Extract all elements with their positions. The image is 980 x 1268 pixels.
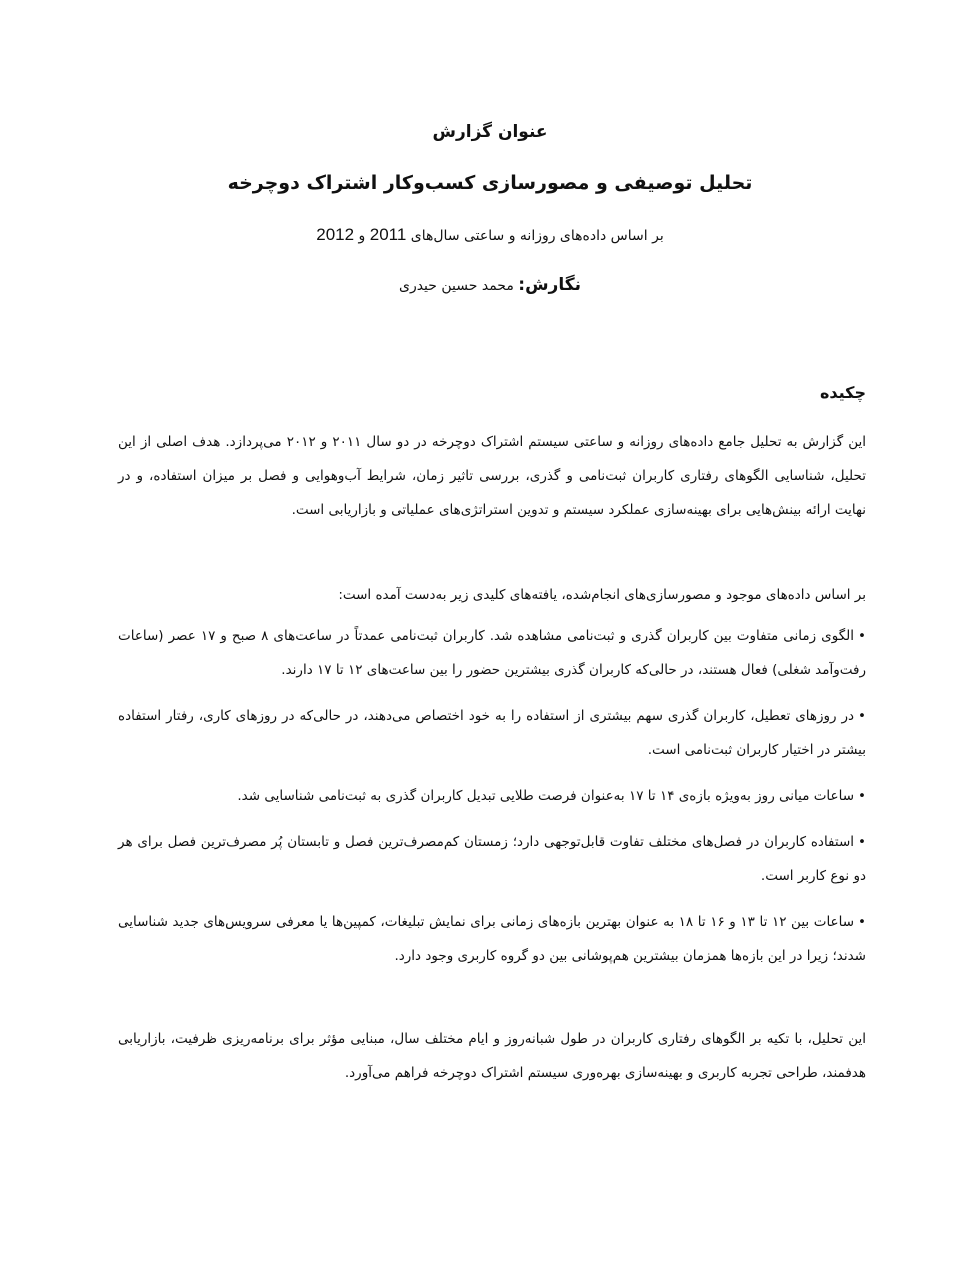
finding-text: در روزهای تعطیل، کاربران گذری سهم بیشتری از استفاده را به خود اختصاص می‌دهند، در حالی‌که در روزهای کاری، رفتار استفاده بیشتر در اختیار کاربران ثبت‌نامی است. (118, 708, 866, 758)
report-subtitle (0, 225, 980, 245)
subtitle-year-2: 2012 (316, 225, 355, 244)
finding-text: استفاده کاربران در فصل‌های مختلف تفاوت قابل‌توجهی دارد؛ زمستان کم‌مصرف‌ترین فصل و تابستان پُر مصرف‌ترین فصل برای هر دو نوع کاربر است. (118, 834, 866, 884)
author-name: محمد حسین حیدری (398, 278, 514, 294)
finding-item (118, 619, 866, 687)
bullet-icon: • (858, 708, 866, 724)
bullet-icon: • (858, 788, 866, 804)
finding-item (118, 825, 866, 893)
subtitle-conjunction: و (358, 228, 366, 244)
author-label: نگارش: (518, 275, 581, 295)
findings-list (118, 619, 866, 985)
abstract-heading: چکیده (819, 383, 866, 402)
finding-item (118, 699, 866, 767)
bullet-icon: • (858, 834, 866, 850)
subtitle-year-1: 2011 (369, 225, 407, 244)
finding-text: ساعات بین ۱۲ تا ۱۳ و ۱۶ تا ۱۸ به عنوان بهترین بازه‌های زمانی برای نمایش تبلیغات، کمپین‌ها یا معرفی سرویس‌های جدید شناسایی شدند؛ زیرا در این بازه‌ها همزمان بیشترین هم‌پوشانی بین دو گروه کاربری وجود دارد. (118, 914, 866, 964)
finding-item (118, 779, 866, 813)
finding-text: ساعات میانی روز به‌ویژه بازه‌ی ۱۴ تا ۱۷ به‌عنوان فرصت طلایی تبدیل کاربران گذری به ثبت‌نامی شناسایی شد. (237, 788, 855, 804)
finding-text: الگوی زمانی متفاوت بین کاربران گذری و ثبت‌نامی مشاهده شد. کاربران ثبت‌نامی عمدتاً در ساعت‌های ۸ صبح و ۱۷ عصر (ساعات رفت‌وآمد شغلی) فعال هستند، در حالی‌که کاربران گذری بیشترین حضور را بین ساعت‌های ۱۲ تا ۱۷ دارند. (118, 628, 866, 678)
report-label-title: عنوان گزارش (432, 122, 548, 142)
finding-item (118, 905, 866, 973)
conclusion-paragraph: این تحلیل، با تکیه بر الگوهای رفتاری کاربران در طول شبانه‌روز و ایام مختلف سال، مبنایی مؤثر برای برنامه‌ریزی ظرفیت، بازاریابی هدفمند، طراحی تجربه کاربری و بهینه‌سازی بهره‌وری سیستم اشتراک دوچرخه فراهم می‌آورد. (118, 1031, 866, 1081)
bullet-icon: • (858, 628, 866, 644)
bullet-icon: • (858, 914, 867, 930)
abstract-paragraph: این گزارش به تحلیل جامع داده‌های روزانه و ساعتی سیستم اشتراک دوچرخه در دو سال ۲۰۱۱ و ۲۰۱۲ می‌پردازد. هدف اصلی از این تحلیل، شناسایی الگوهای رفتاری کاربران ثبت‌نامی و گذری، بررسی تاثیر زمان، شرایط آب‌وهوایی و فصل بر میزان استفاده، و در نهایت ارائه بینش‌هایی برای بهینه‌سازی عملکرد سیستم و تدوین استراتژی‌های عملیاتی و بازاریابی است. (118, 434, 867, 518)
report-author (0, 275, 980, 295)
report-main-title: تحلیل توصیفی و مصورسازی کسب‌وکار اشتراک دوچرخه (227, 172, 753, 194)
subtitle-prefix: بر اساس داده‌های روزانه و ساعتی سال‌های (410, 228, 664, 244)
findings-intro: بر اساس داده‌های موجود و مصورسازی‌های انجام‌شده، یافته‌های کلیدی زیر به‌دست آمده است: (338, 587, 866, 603)
